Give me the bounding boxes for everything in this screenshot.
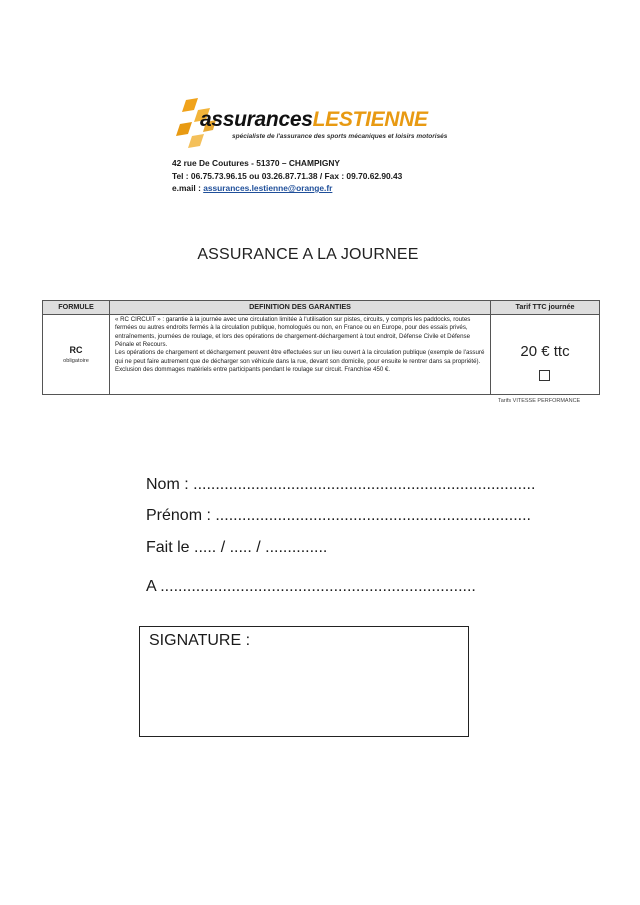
formule-rc: RC bbox=[69, 345, 83, 355]
signature-label: SIGNATURE : bbox=[149, 632, 251, 649]
postal-address: 42 rue De Coutures - 51370 – CHAMPIGNY bbox=[172, 158, 341, 168]
header-definition: DEFINITION DES GARANTIES bbox=[249, 302, 351, 311]
brand-name-part2: LESTIENNE bbox=[312, 108, 428, 131]
guarantee-definition bbox=[115, 316, 489, 374]
price-value: 20 € ttc bbox=[520, 343, 570, 360]
brand-tagline: spécialiste de l'assurance des sports mécaniques et loisirs motorisés bbox=[232, 133, 448, 140]
table-divider bbox=[109, 301, 110, 394]
email-line bbox=[172, 183, 332, 193]
email-label: e.mail : bbox=[172, 183, 204, 193]
selection-checkbox[interactable] bbox=[539, 370, 550, 381]
document-title: ASSURANCE A LA JOURNEE bbox=[197, 246, 419, 263]
nom-field[interactable]: Nom : ............................................................................. bbox=[146, 476, 536, 493]
brand-name bbox=[200, 108, 428, 132]
header-formule: FORMULE bbox=[58, 302, 94, 311]
place-field[interactable]: A ....................................................................... bbox=[146, 578, 476, 595]
tarifs-footnote: Tarifs VITESSE PERFORMANCE bbox=[498, 398, 581, 404]
guarantee-table bbox=[42, 300, 600, 395]
definition-paragraph-2: Les opérations de chargement et déchargement peuvent être effectuées sur un lieu ouvert à la circulation publique (exemple de l'assuré qui ne peut faire autrement que de décharger son véhicule dans la rue, devant son domicile, pour ensuite le rentrer dans sa propriété). Exclusion des dommages matériels entre participants pendant le roulage sur circuit. Franchise 450 €. bbox=[115, 349, 485, 374]
formule-rc-sub: obligatoire bbox=[63, 358, 89, 364]
brand-name-part1: assurances bbox=[200, 108, 313, 131]
definition-paragraph-1: « RC CIRCUIT » : garantie à la journée avec une circulation limitée à l'utilisation sur pistes, circuits, y compris les paddocks, routes fermées ou autres endroits fermés à la circulation publique, homologués ou non, en France ou en Europe, pour des essais privés, entraînements, journées de roulage, et lors des opérations de chargement-déchargement à tout endroit, Défense Civile et Défense Pénale et Recours. bbox=[115, 316, 471, 349]
prenom-field[interactable]: Prénom : ....................................................................... bbox=[146, 507, 531, 524]
signature-box[interactable] bbox=[139, 626, 469, 737]
date-field[interactable]: Fait le ..... / ..... / .............. bbox=[146, 539, 328, 556]
phone-fax-line: Tel : 06.75.73.96.15 ou 03.26.87.71.38 / Fax : 09.70.62.90.43 bbox=[172, 171, 403, 181]
header-tarif: Tarif TTC journée bbox=[515, 302, 575, 311]
email-link[interactable]: assurances.lestienne@orange.fr bbox=[203, 183, 333, 193]
